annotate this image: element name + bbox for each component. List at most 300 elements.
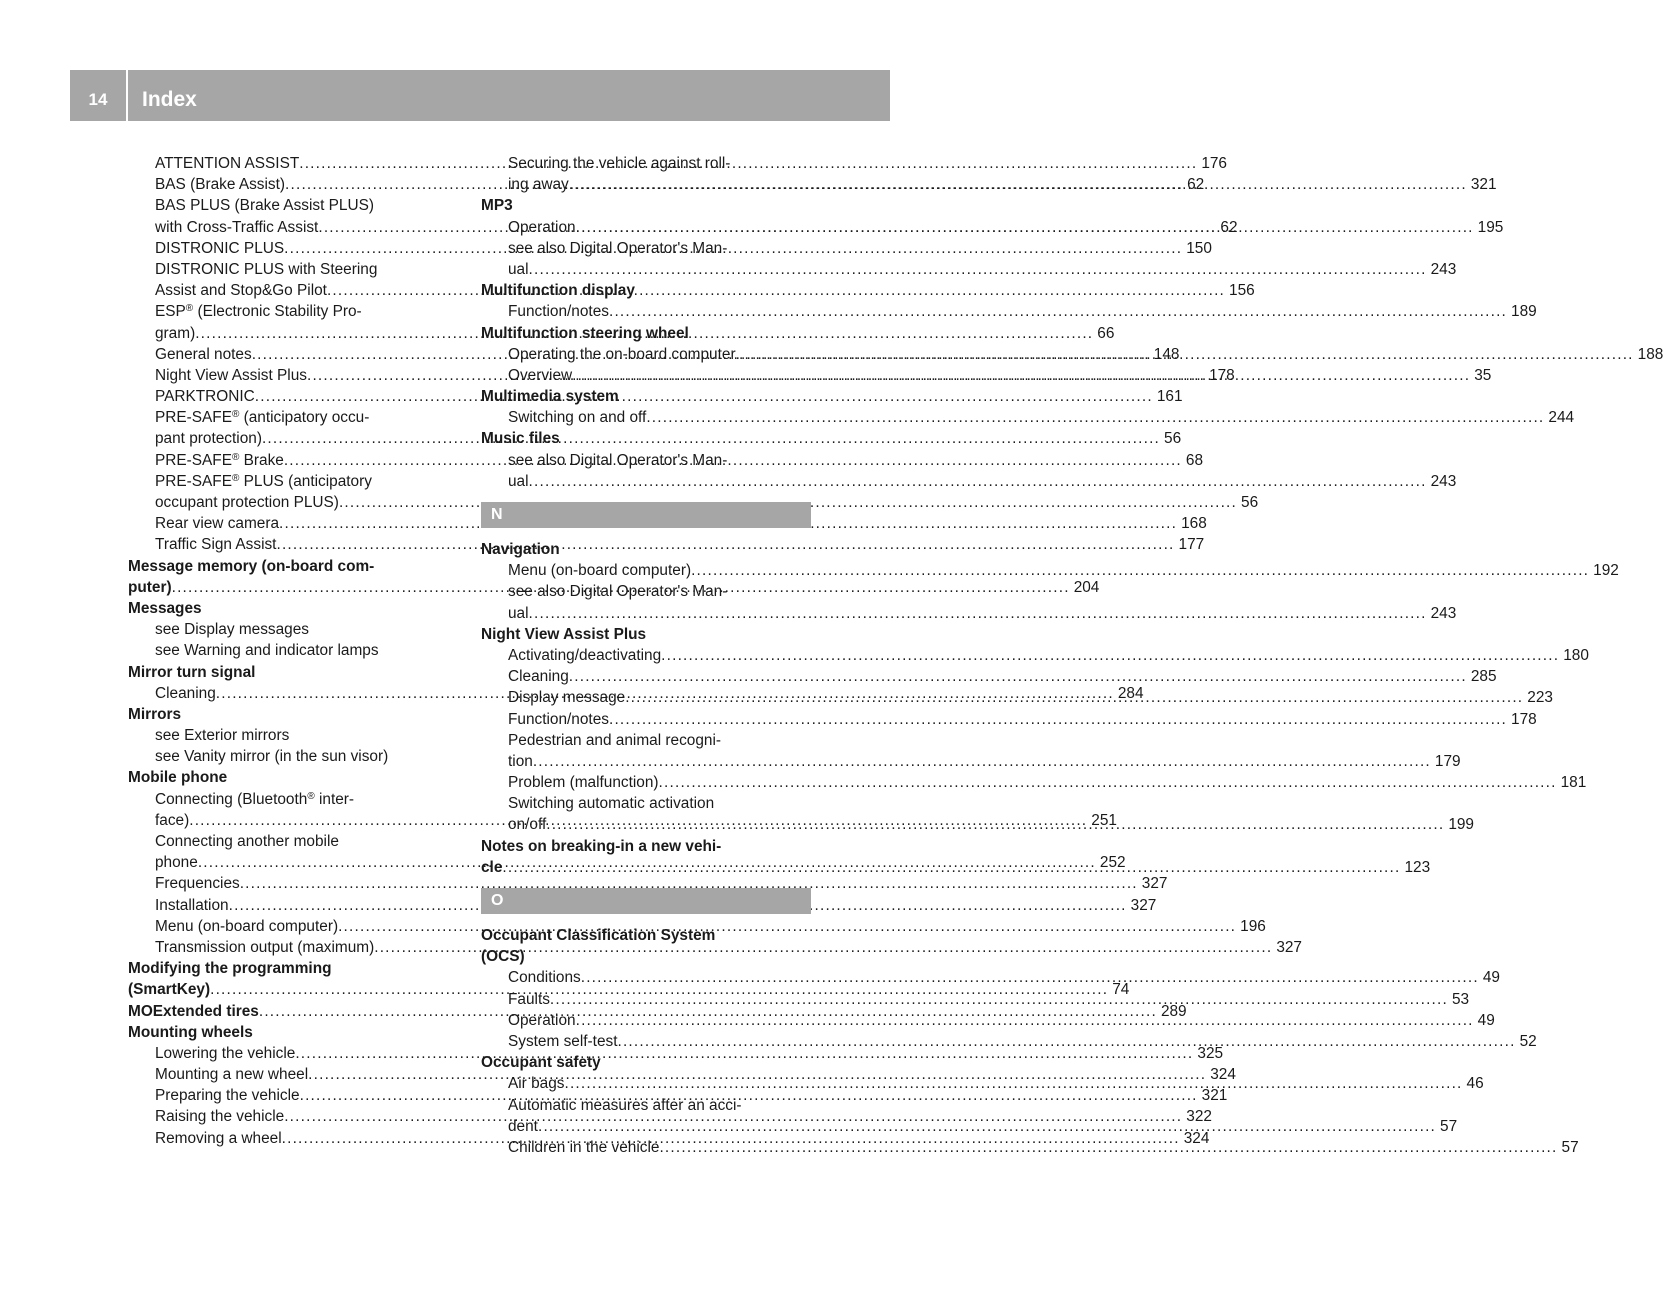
entry-label: System self-test (508, 1032, 618, 1050)
entry-label: Operation (508, 1011, 576, 1029)
entry-label: phone (155, 854, 198, 872)
entry-text (508, 217, 576, 238)
index-subentry (128, 471, 460, 492)
entry-text (508, 365, 572, 386)
index-subentry (128, 725, 460, 746)
page-reference: 176 (1201, 155, 1227, 172)
entry-text (481, 1052, 601, 1073)
entry-label: Connecting (Bluetooth (155, 790, 308, 808)
entry-label: Rear view camera (155, 515, 280, 533)
entry-text (481, 539, 560, 560)
page-reference: 62 (1220, 218, 1238, 236)
entry-label: Switching automatic activation (508, 795, 715, 813)
entry-text (128, 958, 332, 979)
entry-text (508, 407, 646, 428)
index-subentry (481, 603, 1457, 624)
entry-text (481, 428, 560, 449)
entry-label: Navigation (481, 541, 560, 558)
entry-text (155, 937, 374, 958)
entry-text (481, 857, 502, 878)
entry-label: Air bags (508, 1075, 565, 1093)
index-subentry (481, 730, 811, 751)
index-subentry (128, 789, 460, 810)
page-reference: 204 (1073, 578, 1100, 596)
entry-text (155, 619, 309, 640)
entry-label: see also Digital Operator's Man- (508, 239, 728, 257)
page-reference: 324 (1210, 1066, 1236, 1084)
entry-text (155, 873, 240, 894)
entry-label: ual (508, 472, 529, 490)
entry-text (155, 450, 284, 471)
entry-text (155, 407, 369, 428)
entry-text (481, 836, 721, 857)
entry-text (155, 534, 276, 555)
index-entry-heading (128, 958, 460, 979)
entry-text (155, 259, 377, 280)
entry-label: with Cross-Traffic Assist (155, 218, 319, 236)
entry-text (508, 730, 721, 751)
entry-label: Occupant Classification System (481, 927, 716, 944)
index-subentry (481, 1095, 811, 1116)
leader-dots (691, 560, 1589, 581)
leader-dots (529, 471, 1427, 492)
entry-text (128, 704, 181, 725)
entry-text (508, 645, 661, 666)
entry-label: cle (481, 858, 503, 876)
index-subentry (481, 1031, 1537, 1052)
entry-label: Music files (481, 430, 560, 448)
index-subentry (481, 301, 1537, 322)
entry-text (481, 925, 715, 946)
entry-label: Function/notes (508, 710, 609, 728)
entry-label: Mirrors (128, 705, 182, 723)
leader-dots (569, 174, 1467, 195)
entry-label: Messages (128, 599, 202, 617)
leader-dots (576, 1010, 1474, 1031)
entry-label: Operation (508, 218, 576, 236)
entry-text (155, 640, 379, 661)
entry-text (508, 814, 546, 835)
entry-label: PARKTRONIC (155, 388, 255, 406)
header-divider (126, 70, 128, 121)
index-subentry (128, 301, 460, 322)
entry-label: Faults (508, 990, 550, 1008)
index-entry-heading (481, 836, 811, 857)
entry-label: Menu (on-board computer) (508, 562, 692, 580)
index-subentry (481, 450, 811, 471)
entry-text (155, 1043, 295, 1064)
entry-text (155, 174, 285, 195)
entry-label-suffix: (anticipatory occu- (239, 409, 370, 427)
entry-text (508, 793, 714, 814)
entry-label: Overview (508, 366, 573, 384)
entry-text (155, 1085, 300, 1106)
entry-text (508, 153, 730, 174)
leader-dots (533, 751, 1431, 772)
entry-text (508, 603, 529, 624)
entry-text (508, 471, 529, 492)
index-subentry (128, 407, 460, 428)
entry-label: Problem (malfunction) (508, 774, 659, 792)
entry-text (508, 709, 609, 730)
entry-text (508, 581, 727, 602)
entry-label: PRE-SAFE (155, 451, 232, 469)
index-subentry (128, 895, 1157, 916)
entry-text (481, 386, 619, 407)
entry-text (155, 916, 338, 937)
page-title: Index (142, 88, 197, 111)
entry-label: see Exterior mirrors (155, 727, 290, 745)
page-reference: 57 (1561, 1138, 1579, 1156)
page-reference: 148 (1153, 345, 1180, 363)
entry-label: Mounting a new wheel (155, 1066, 309, 1084)
page-reference: 180 (1563, 646, 1589, 664)
entry-text (508, 560, 691, 581)
entry-text (155, 852, 198, 873)
entry-label: Switching on and off (508, 409, 647, 427)
index-subentry (481, 560, 1619, 581)
leader-dots (546, 814, 1444, 835)
entry-text (508, 666, 569, 687)
entry-text (155, 746, 388, 767)
entry-text (128, 767, 227, 788)
entry-label: Function/notes (508, 303, 609, 321)
page-reference: 325 (1197, 1044, 1224, 1062)
leader-dots (659, 772, 1557, 793)
page-reference: 68 (1185, 451, 1204, 469)
page-reference: 161 (1156, 388, 1183, 406)
index-entry-heading (128, 1022, 460, 1043)
entry-text (128, 577, 172, 598)
entry-label: Multifunction steering wheel (481, 324, 689, 342)
page-reference: 327 (1130, 896, 1157, 914)
entry-text (155, 789, 354, 810)
leader-dots (502, 857, 1400, 878)
index-entry-heading (481, 280, 811, 301)
entry-text (128, 556, 374, 577)
entry-text (508, 174, 569, 195)
index-entry-heading (128, 704, 460, 725)
entry-label: PRE-SAFE (155, 409, 232, 427)
entry-label-suffix: (Electronic Stability Pro- (193, 303, 362, 321)
entry-label: Automatic measures after an acci- (508, 1096, 742, 1114)
entry-text (508, 344, 736, 365)
index-subentry (128, 259, 460, 280)
index-subentry (128, 513, 1207, 534)
page-reference: 289 (1160, 1002, 1187, 1020)
entry-text (508, 1010, 576, 1031)
page-reference: 327 (1141, 875, 1168, 893)
page-reference: 57 (1440, 1117, 1458, 1135)
entry-label: ATTENTION ASSIST (155, 155, 300, 172)
entry-text (155, 365, 307, 386)
index-subentry (481, 772, 1587, 793)
page-reference: 252 (1099, 854, 1126, 872)
entry-label: Lowering the vehicle (155, 1044, 296, 1062)
page-reference: 188 (1637, 345, 1663, 363)
leader-dots (550, 989, 1448, 1010)
leader-dots (572, 365, 1470, 386)
index-subentry (481, 793, 811, 814)
entry-text (508, 989, 550, 1010)
page-reference: 179 (1434, 752, 1461, 770)
entry-label: Mirror turn signal (128, 663, 256, 681)
page-reference: 181 (1560, 774, 1587, 792)
entry-text (481, 195, 513, 216)
entry-label: Preparing the vehicle (155, 1087, 300, 1105)
entry-text (508, 1137, 659, 1158)
entry-text (508, 687, 625, 708)
entry-label: MOExtended tires (128, 1002, 259, 1020)
index-subentry (481, 645, 1589, 666)
index-entry-heading (128, 556, 460, 577)
entry-text (508, 1073, 564, 1094)
leader-dots (576, 217, 1474, 238)
entry-text (155, 895, 229, 916)
page-number: 14 (88, 90, 108, 109)
entry-label: General notes (155, 345, 252, 363)
page-reference: 35 (1474, 366, 1492, 384)
entry-label: on/off (508, 816, 547, 834)
letter-section-heading: O (481, 888, 811, 914)
page-reference: 321 (1470, 176, 1497, 194)
index-entry-heading (481, 925, 811, 946)
entry-label: pant protection) (155, 430, 262, 448)
index-entry-heading (481, 323, 811, 344)
entry-label: Occupant safety (481, 1054, 601, 1072)
leader-dots (569, 666, 1467, 687)
entry-label: PRE-SAFE (155, 472, 232, 490)
entry-label: see also Digital Operator's Man- (508, 583, 728, 601)
page-reference: 49 (1477, 1011, 1495, 1029)
index-subentry (481, 407, 1575, 428)
page-reference: 66 (1097, 324, 1115, 342)
entry-label: occupant protection PLUS) (155, 494, 339, 511)
leader-dots (564, 1073, 1462, 1094)
entry-text (508, 967, 581, 988)
entry-label: face) (155, 811, 190, 829)
entry-label: ual (508, 260, 529, 278)
entry-text (155, 217, 318, 238)
page-reference: 284 (1117, 684, 1144, 702)
entry-text (155, 153, 299, 174)
page-reference: 156 (1229, 282, 1255, 300)
entry-label: Assist and Stop&Go Pilot (155, 282, 327, 300)
index-entry-heading (481, 946, 811, 967)
entry-label: Multifunction display (481, 282, 635, 300)
entry-text (128, 1001, 259, 1022)
index-subentry (481, 709, 1537, 730)
entry-text (155, 725, 289, 746)
entry-text (155, 301, 362, 322)
entry-text (508, 1031, 617, 1052)
page-reference: 324 (1183, 1129, 1210, 1147)
entry-text (481, 280, 635, 301)
entry-label: dent (508, 1117, 538, 1135)
page-reference: 327 (1276, 938, 1302, 956)
entry-label: Children in the vehicle (508, 1138, 660, 1156)
entry-text (155, 280, 327, 301)
index-subentry (481, 153, 811, 174)
entry-text (128, 1022, 253, 1043)
entry-label: see also Digital Operator's Man- (508, 451, 728, 469)
entry-label: Menu (on-board computer) (155, 917, 339, 935)
entry-text (128, 979, 210, 1000)
entry-label: Pedestrian and animal recogni- (508, 731, 722, 749)
entry-label: DISTRONIC PLUS with Steering (155, 260, 378, 278)
index-entry-heading (128, 598, 460, 619)
page-reference: 285 (1470, 668, 1497, 686)
page-reference: 199 (1448, 816, 1474, 834)
leader-dots (625, 687, 1523, 708)
letter-section-heading: N (481, 502, 811, 528)
leader-dots (609, 709, 1507, 730)
index-subentry (481, 259, 1457, 280)
entry-label: Transmission output (maximum) (155, 938, 375, 956)
entry-text (481, 946, 525, 967)
entry-label: DISTRONIC PLUS (155, 239, 285, 257)
entry-text (155, 323, 195, 344)
page-reference: 321 (1201, 1087, 1228, 1105)
leader-dots (529, 259, 1427, 280)
entry-label: MP3 (481, 197, 513, 215)
page-reference: 189 (1511, 303, 1537, 321)
entry-label: BAS PLUS (Brake Assist PLUS) (155, 197, 374, 215)
entry-label: Cleaning (508, 668, 569, 686)
entry-label: ual (508, 604, 529, 622)
leader-dots (581, 967, 1479, 988)
entry-label: Night View Assist Plus (155, 366, 307, 384)
entry-label: see Vanity mirror (in the sun visor) (155, 748, 389, 766)
entry-label: see Display messages (155, 621, 309, 639)
entry-text (508, 751, 533, 772)
entry-text (155, 810, 189, 831)
index-subentry (481, 471, 1457, 492)
leader-dots (609, 301, 1507, 322)
leader-dots (661, 645, 1559, 666)
entry-text (155, 683, 216, 704)
page-reference: 192 (1593, 562, 1619, 580)
page-reference: 46 (1466, 1075, 1484, 1093)
entry-text (508, 259, 529, 280)
index-subentry (128, 619, 460, 640)
page-reference: 178 (1511, 710, 1537, 728)
entry-label: BAS (Brake Assist) (155, 176, 286, 194)
registered-mark: ® (231, 472, 240, 484)
entry-label: Multimedia system (481, 388, 619, 406)
leader-dots (646, 407, 1544, 428)
entry-text (155, 1064, 308, 1085)
entry-label: Notes on breaking-in a new vehi- (481, 837, 722, 855)
page-reference: 168 (1181, 515, 1207, 533)
index-entry-heading (481, 428, 811, 449)
index-subentry (128, 195, 460, 216)
page-reference: 56 (1164, 430, 1182, 448)
entry-label: ing away (508, 176, 569, 194)
entry-text (128, 662, 255, 683)
leader-dots (659, 1137, 1557, 1158)
entry-label: (OCS) (481, 948, 525, 966)
index-subentry (128, 873, 1168, 894)
index-subentry (128, 746, 460, 767)
entry-label: Mobile phone (128, 769, 228, 787)
entry-label: Operating the on-board computer (508, 345, 736, 363)
entry-label: tion (508, 752, 533, 770)
entry-text (508, 450, 727, 471)
entry-label: Securing the vehicle against roll- (508, 155, 731, 172)
index-subentry (128, 640, 460, 661)
page-reference: 223 (1527, 689, 1553, 707)
entry-text (481, 624, 646, 645)
index-subentry (481, 666, 1497, 687)
page-reference: 243 (1430, 472, 1457, 490)
index-subentry (128, 492, 1259, 513)
entry-text (481, 323, 689, 344)
entry-text (155, 344, 252, 365)
entry-label: gram) (155, 324, 196, 342)
entry-text (508, 772, 659, 793)
index-entry-heading (481, 1052, 811, 1073)
page-reference: 244 (1548, 409, 1575, 427)
index-subentry (128, 831, 460, 852)
entry-label-suffix: PLUS (anticipatory (239, 472, 372, 490)
entry-text (155, 428, 262, 449)
entry-text (508, 301, 609, 322)
entry-label: Activating/deactivating (508, 646, 662, 664)
page-reference: 52 (1519, 1032, 1537, 1050)
entry-text (155, 831, 339, 852)
page-reference: 251 (1091, 811, 1117, 829)
entry-text (155, 471, 372, 492)
entry-text (128, 598, 202, 619)
page-reference: 49 (1482, 969, 1500, 987)
page-reference: 53 (1452, 990, 1470, 1008)
entry-label-suffix: Brake (239, 451, 284, 469)
entry-label: (SmartKey) (128, 981, 211, 999)
leader-dots (538, 1116, 1436, 1137)
entry-label: Message memory (on-board com- (128, 557, 375, 575)
index-entry-heading (128, 767, 460, 788)
entry-label: ESP (155, 303, 186, 321)
entry-text (508, 1095, 742, 1116)
leader-dots (617, 1031, 1515, 1052)
entry-text (155, 238, 284, 259)
page-reference: 150 (1186, 239, 1212, 257)
page-reference: 177 (1178, 536, 1205, 554)
entry-text (508, 238, 727, 259)
entry-label: Installation (155, 896, 229, 914)
index-entry-heading (481, 624, 811, 645)
registered-mark: ® (231, 409, 240, 421)
page-reference: 322 (1186, 1108, 1212, 1126)
entry-label: Night View Assist Plus (481, 625, 647, 643)
page-reference: 62 (1187, 176, 1205, 194)
registered-mark: ® (307, 790, 315, 802)
index-subentry (481, 581, 811, 602)
leader-dots (529, 603, 1427, 624)
entry-text (155, 492, 339, 513)
entry-text (155, 195, 374, 216)
index-entry-heading (481, 386, 811, 407)
leader-dots (736, 344, 1634, 365)
page-reference: 196 (1240, 917, 1266, 935)
entry-label: Raising the vehicle (155, 1108, 285, 1126)
registered-mark: ® (185, 303, 194, 315)
entry-label: Removing a wheel (155, 1129, 282, 1147)
page-reference: 178 (1209, 366, 1235, 384)
page-reference: 195 (1477, 218, 1504, 236)
index-subentry (481, 751, 1461, 772)
